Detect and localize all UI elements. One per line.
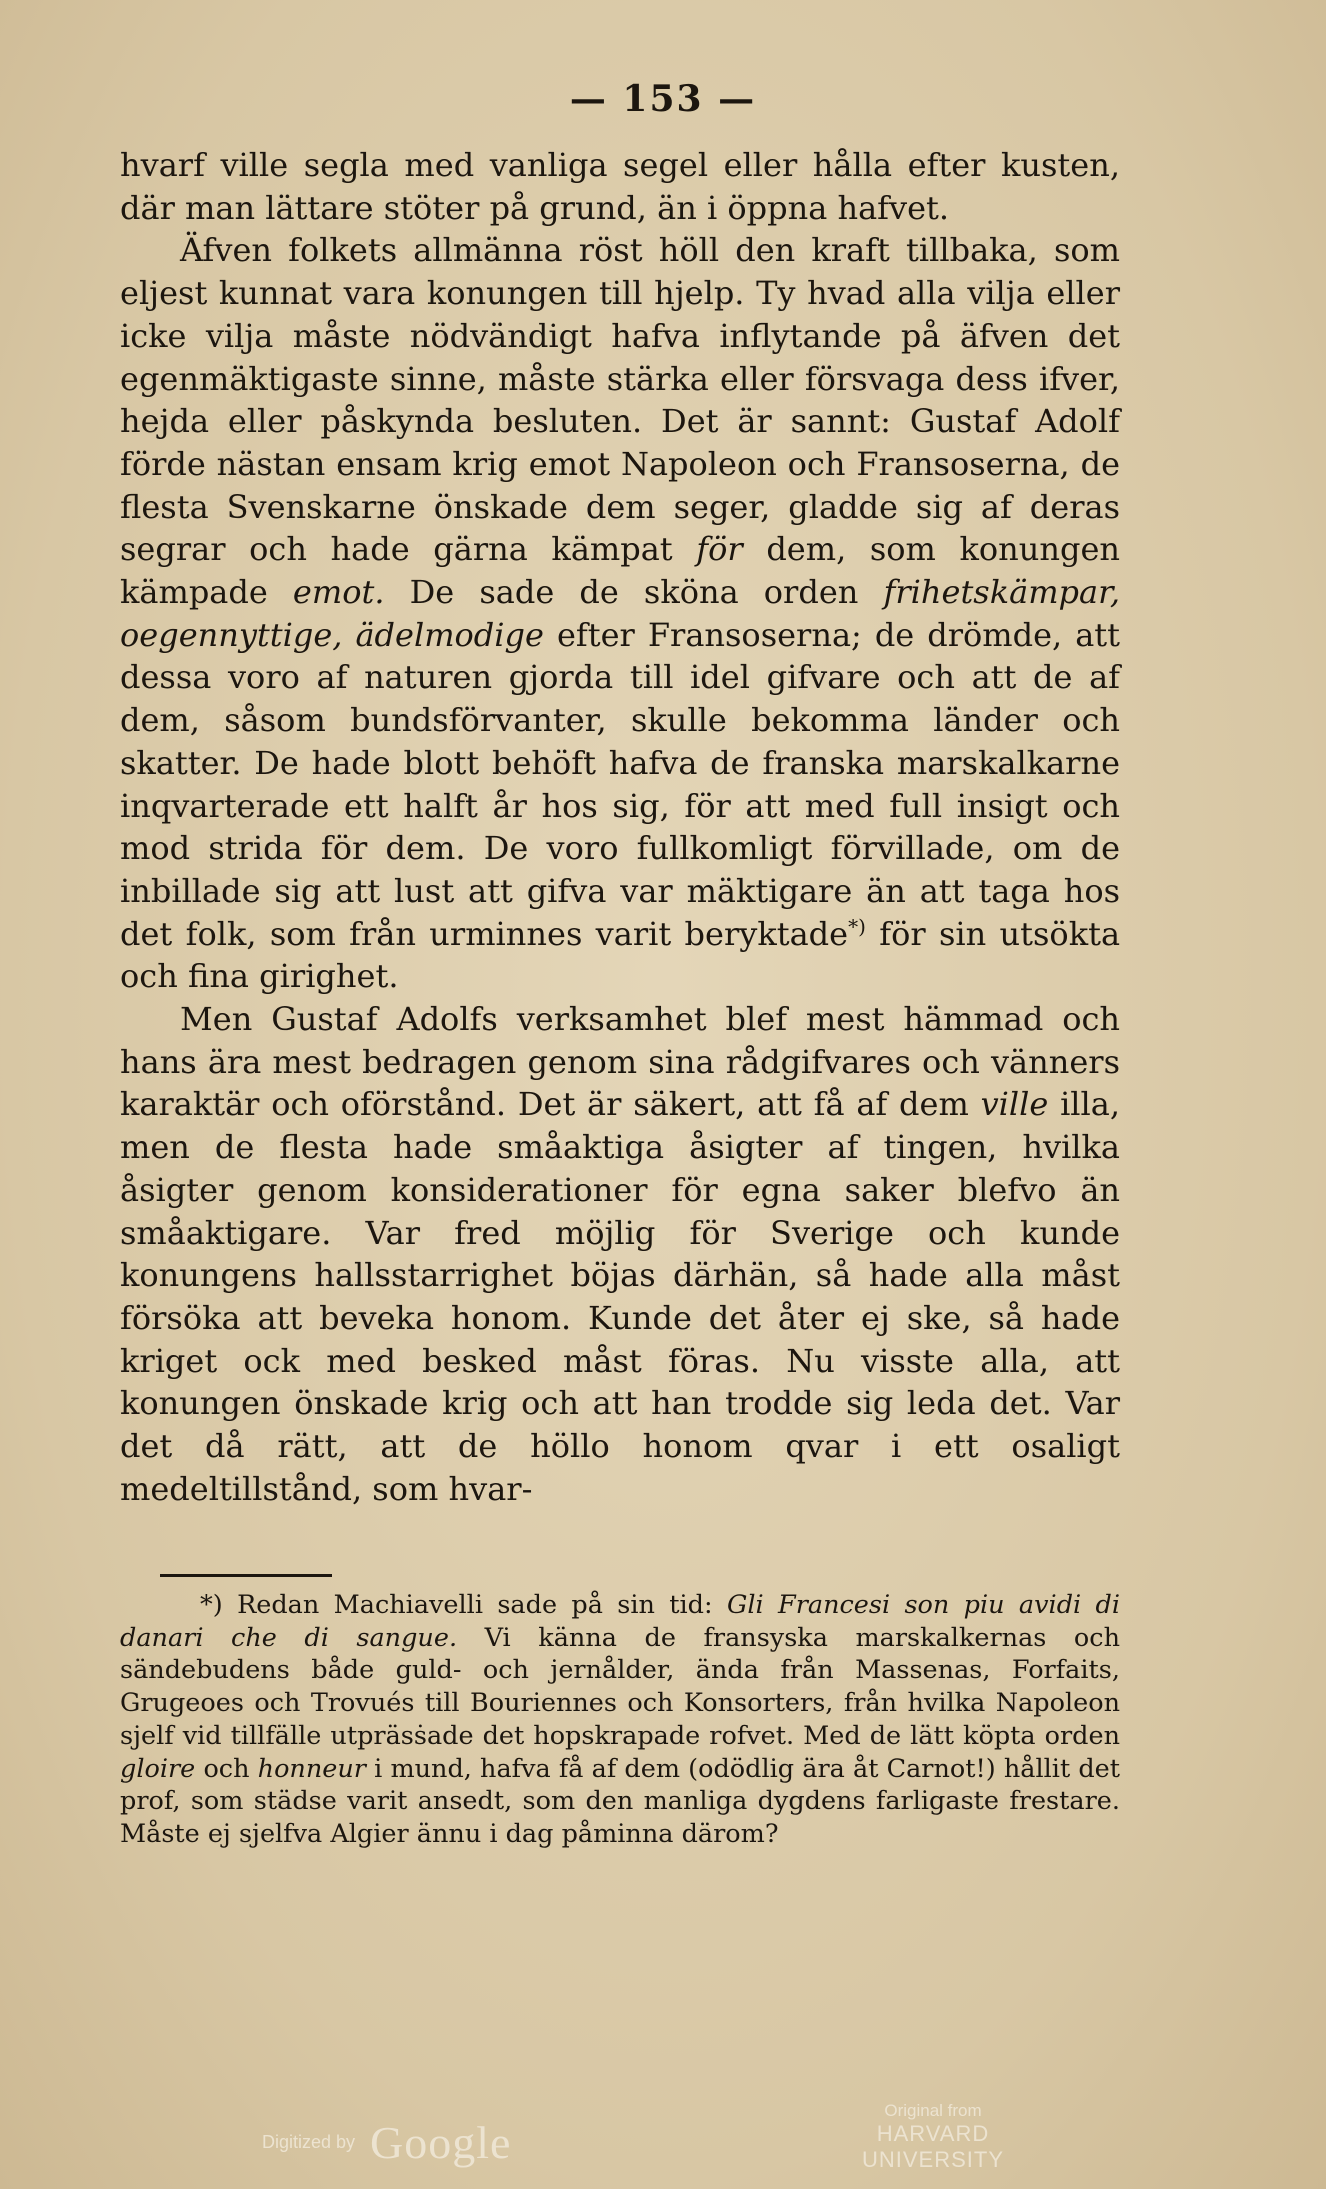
footnote-ref: *)	[848, 914, 866, 938]
p3-em-ville: ville	[980, 1085, 1049, 1124]
p2-part2: dem, som konungen kämpade	[120, 530, 1121, 612]
fn-part1: Redan Machiavelli sade på sin tid:	[237, 1590, 713, 1620]
fn-part4: i mund, hafva få af dem (odödlig ära åt Carnot!) hållit det prof, som städse varit ansedt, som den manliga dygdens farligaste frestare. Måste ej sjelfva Algier ännu i dag påminna därom?	[120, 1753, 1121, 1849]
watermark-original-from	[808, 2101, 1058, 2173]
p2-part3: De sade de sköna orden	[409, 573, 859, 612]
fn-part3: och	[203, 1753, 250, 1784]
p2-em-orden: frihetskämpar, oegennyttige, ädelmodige	[120, 573, 1121, 654]
main-text	[120, 144, 1120, 1511]
fn-em-gloire: gloire	[120, 1753, 196, 1784]
footnote	[120, 1589, 1120, 1851]
paragraph-1-text: hvarf ville segla med vanliga segel eller hålla efter kusten, där man lättare stöter på grund, än i öppna hafvet.	[120, 146, 1120, 227]
p2-em-emot: emot.	[292, 573, 385, 612]
watermark-digitized-by: Digitized by	[262, 2132, 356, 2152]
fn-em-quote: Gli Francesi son piu avidi di danari che di sangue.	[120, 1590, 1121, 1653]
p2-part1: Äfven folkets allmänna röst höll den kraft tillbaka, som eljest kunnat vara konungen till hjelp. Ty hvad alla vilja eller icke vilja måste nödvändigt hafva inflytande på äfven det egenmäktigaste sinne, måste stärka eller försvaga dess ifver, hejda eller påskynda besluten. Det är sannt: Gustaf Adolf förde nästan ensam krig emot Napoleon och Fransoserna, de flesta Svenskarne önskade dem seger, gladde sig af deras segrar och hade gärna kämpat	[120, 231, 1120, 569]
p3-part1: Men Gustaf Adolfs verksamhet blef mest hämmad och hans ära mest bedragen genom sina rådgifvares och vänners karaktär och oförstånd. Det är säkert, att få af dem	[120, 1000, 1120, 1124]
footnote-text	[120, 1589, 1120, 1851]
page-number: — 153 —	[569, 78, 757, 120]
p2-em-for: för	[696, 530, 743, 569]
fn-part2: Vi känna de fransyska marskalkernas och sändebudens både guld- och jernålder, ända från Massenas, Forfaits, Grugeoes och Trovués till Bouriennes och Konsorters, från hvilka Napoleon sjelf vid tillfälle utpräsṡade det hopskrapade rofvet. Med de lätt köpta orden	[120, 1622, 1120, 1751]
paragraph-1	[120, 144, 1120, 229]
paragraph-3	[120, 998, 1120, 1510]
fn-em-honneur: honneur	[257, 1753, 366, 1784]
p3-part2: illa, men de flesta hade småaktiga åsigter af tingen, hvilka åsigter genom konsiderationer för egna saker blefvo än småaktigare. Var fred möjlig för Sverige och kunde konungens hallsstarrighet böjas därhän, så hade alla måst försöka att beveka honom. Kunde det åter ej ske, så hade kriget ock med besked måst föras. Nu visste alla, att konungen önskade krig och att han trodde sig leda det. Var det då rätt, att de höllo honom qvar i ett osaligt medeltillstånd, som hvar-	[120, 1085, 1121, 1508]
footnote-marker: *)	[200, 1590, 223, 1620]
p2-part5: för sin utsökta och fina girighet.	[120, 914, 1121, 996]
paragraph-2	[120, 229, 1120, 998]
footnote-divider	[160, 1574, 332, 1577]
p2-part4: efter Fransoserna; de drömde, att dessa voro af naturen gjorda till idel gifvare och att de af dem, såsom bundsförvanter, skulle bekomma länder och skatter. De hade blott behöft hafva de franska marskalkarne inqvarterade ett halft år hos sig, för att med full insigt och mod strida för dem. De voro fullkomligt förvillade, om de inbillade sig att lust att gifva var mäktigare än att taga hos det folk, som från urminnes varit beryktade	[120, 615, 1121, 953]
watermark-google-logo: Google	[370, 2117, 512, 2168]
watermark-institution: HARVARD UNIVERSITY	[861, 2121, 1005, 2172]
watermark-original-label: Original from	[884, 2101, 982, 2120]
